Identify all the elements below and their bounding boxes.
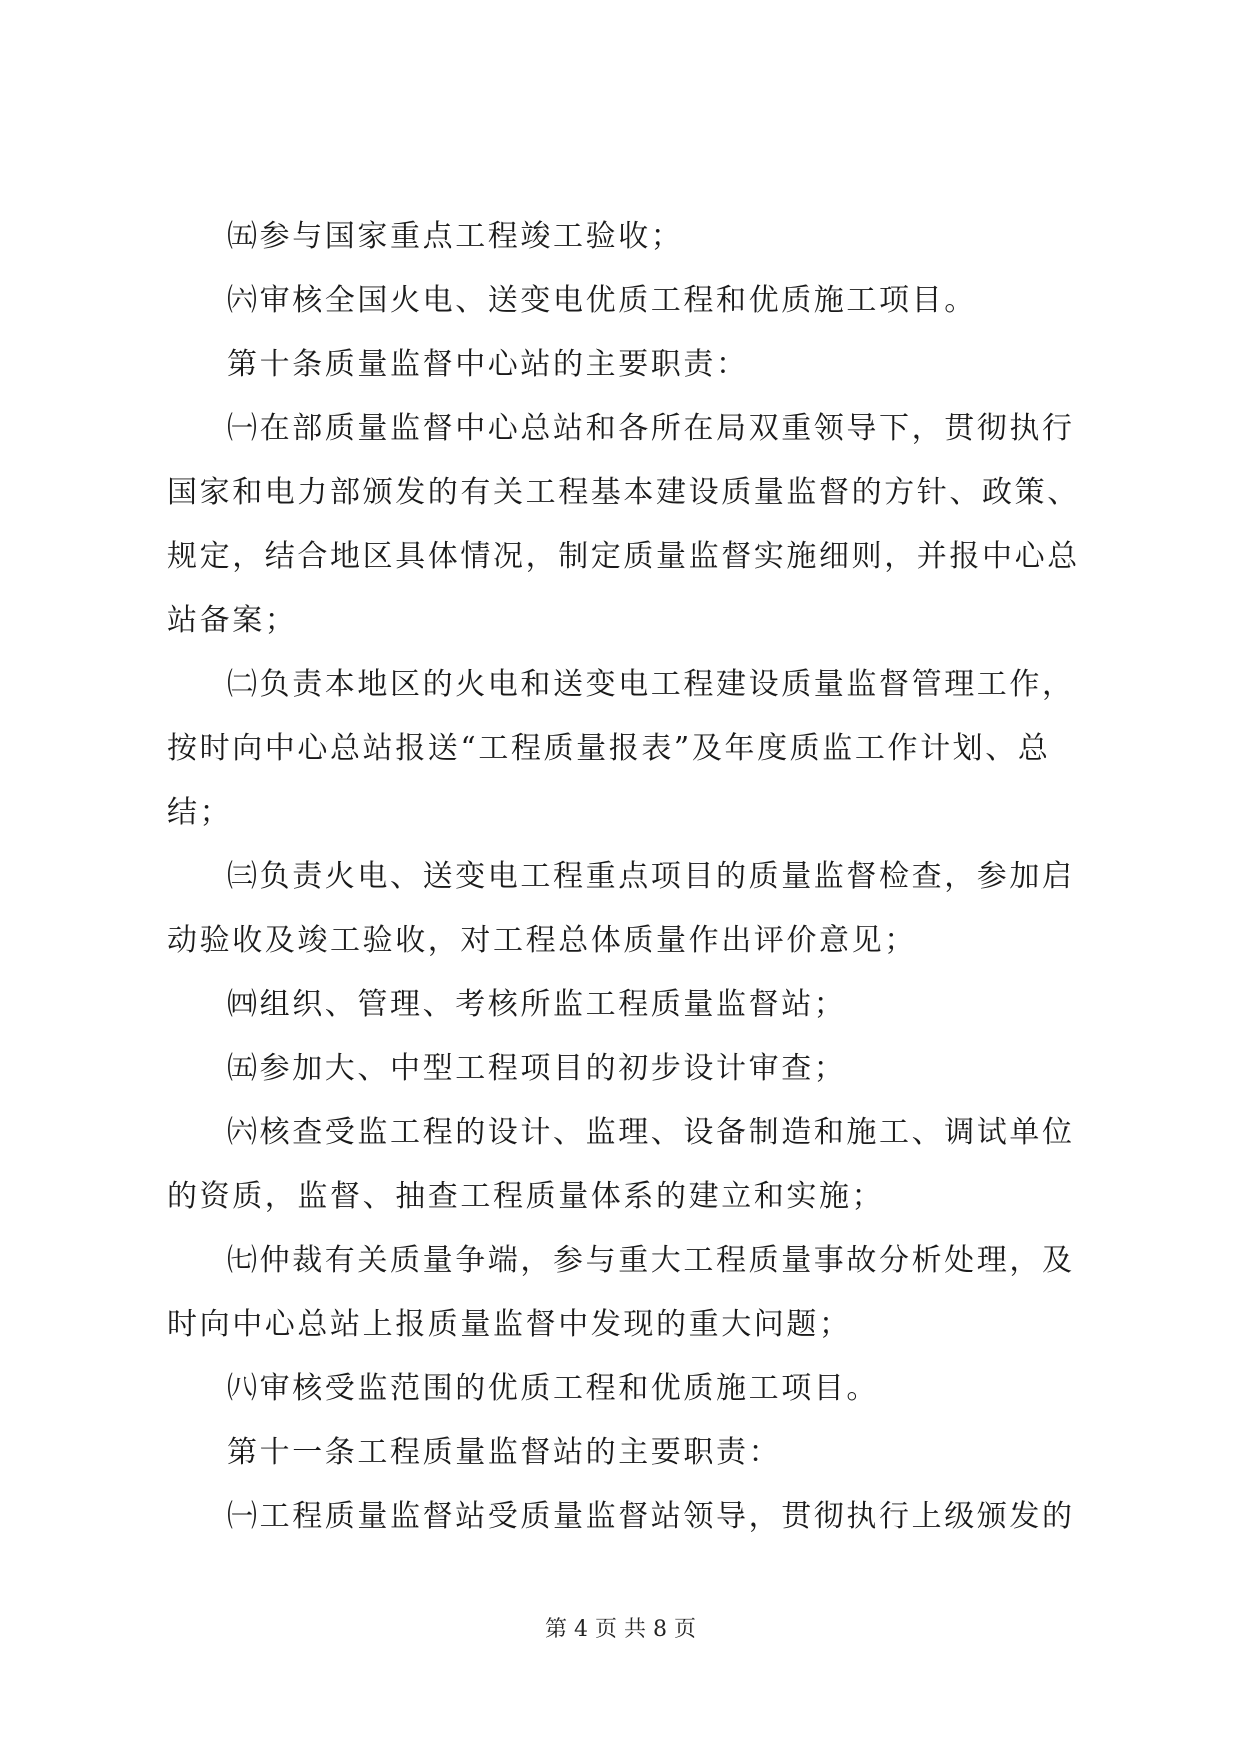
text-line: ㈦仲裁有关质量争端，参与重大工程质量事故分析处理，及 [227,1243,1075,1278]
text-line: ㈥核查受监工程的设计、监理、设备制造和施工、调试单位 [227,1115,1075,1150]
text-line: ㈥审核全国火电、送变电优质工程和优质施工项目。 [227,283,977,318]
text-line: ㈠工程质量监督站受质量监督站领导，贯彻执行上级颁发的 [227,1499,1075,1534]
text-line: ㈠在部质量监督中心总站和各所在局双重领导下，贯彻执行 [227,411,1075,446]
text-line: ㈣组织、管理、考核所监工程质量监督站； [227,987,847,1022]
text-line: ㈤参与国家重点工程竣工验收； [227,219,684,254]
article-heading: 第十一条工程质量监督站的主要职责： [227,1435,782,1470]
text-line: 规定，结合地区具体情况，制定质量监督实施细则，并报中心总 [167,539,1080,574]
text-line: ㈢负责火电、送变电工程重点项目的质量监督检查，参加启 [227,859,1075,894]
article-heading: 第十条质量监督中心站的主要职责： [227,347,749,382]
text-line: 国家和电力部颁发的有关工程基本建设质量监督的方针、政策、 [167,475,1080,510]
text-line: ㈡负责本地区的火电和送变电工程建设质量监督管理工作， [227,667,1075,702]
page-number-footer: 第 4 页 共 8 页 [545,1617,696,1642]
text-line: 时向中心总站上报质量监督中发现的重大问题； [167,1307,852,1342]
text-line: 的资质，监督、抽查工程质量体系的建立和实施； [167,1179,885,1214]
text-line: 动验收及竣工验收，对工程总体质量作出评价意见； [167,923,917,958]
text-line: 站备案； [167,603,298,638]
text-line: ㈧审核受监范围的优质工程和优质施工项目。 [227,1371,879,1406]
text-line: ㈤参加大、中型工程项目的初步设计审查； [227,1051,847,1086]
text-line: 按时向中心总站报送“工程质量报表”及年度质监工作计划、总 [167,731,1051,766]
document-body [167,205,1080,1549]
text-line: 结； [167,795,233,830]
